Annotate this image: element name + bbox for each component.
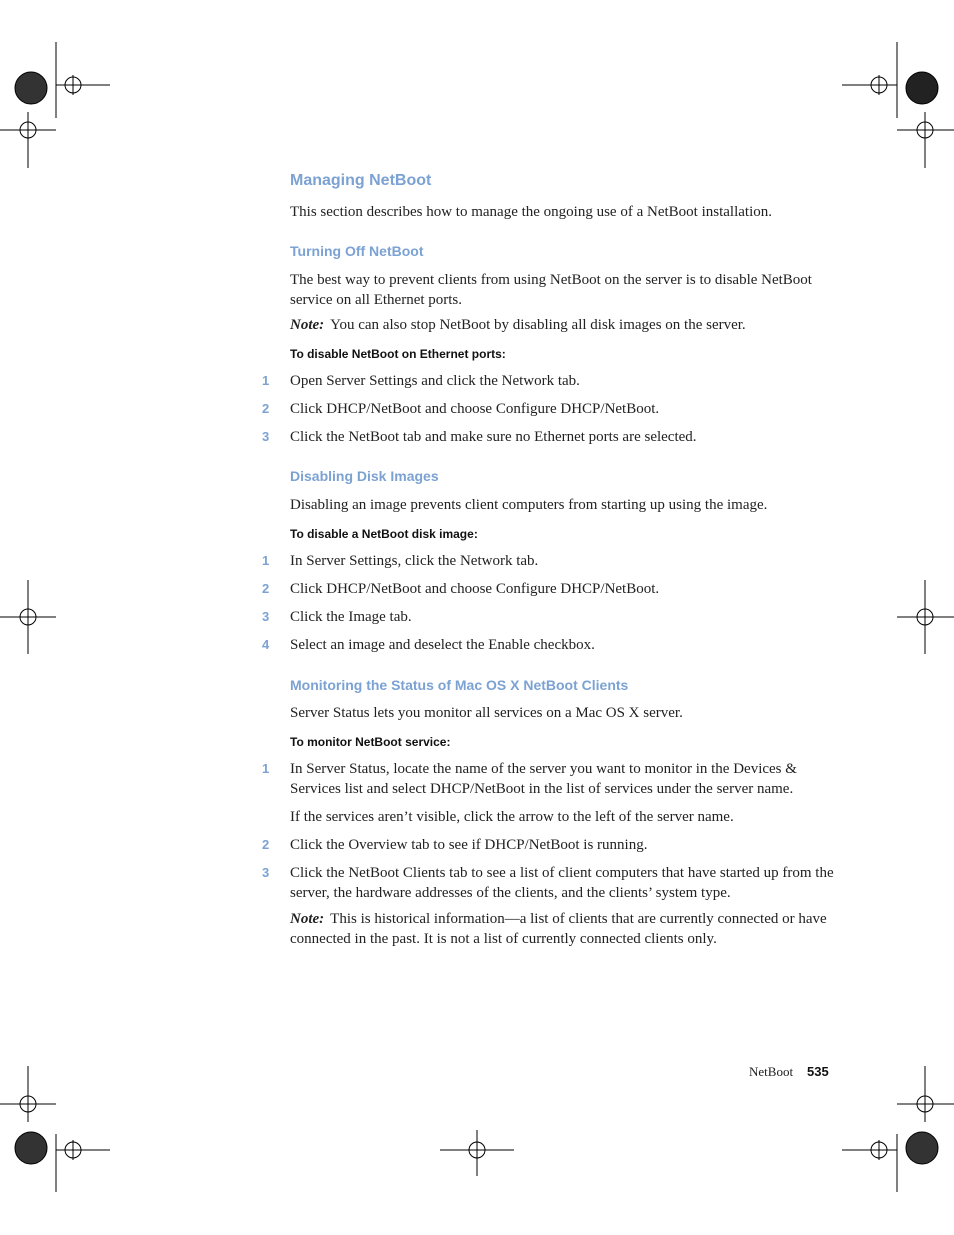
note-text: This is historical information—a list of clients that are currently connected or have connected in the past. It is not a list of currently connected clients only. — [290, 911, 827, 947]
turning-off-note — [290, 315, 835, 335]
step-text: Click DHCP/NetBoot and choose Configure DHCP/NetBoot. — [290, 401, 660, 417]
disabling-images-title: Disabling Disk Images — [290, 468, 439, 484]
step-followup: If the services aren’t visible, click the arrow to the left of the server name. — [290, 809, 734, 825]
step-number: 1 — [262, 761, 270, 776]
monitoring-note — [290, 909, 835, 949]
turning-off-title: Turning Off NetBoot — [290, 243, 424, 259]
step-text: Select an image and deselect the Enable checkbox. — [290, 637, 595, 653]
step-text: Open Server Settings and click the Network tab. — [290, 373, 580, 389]
step-text: In Server Status, locate the name of the server you want to monitor in the Devices & Services list and select DHCP/NetBoot in the list of services under the server name. — [290, 761, 797, 797]
step-number: 3 — [262, 429, 270, 444]
step-number: 1 — [262, 553, 270, 568]
monitoring-title: Monitoring the Status of Mac OS X NetBoot Clients — [290, 677, 629, 693]
step-number: 3 — [262, 609, 270, 624]
section-title: Managing NetBoot — [290, 172, 432, 189]
procedure-title: To disable a NetBoot disk image: — [290, 527, 478, 541]
note-label: Note: — [290, 911, 325, 927]
page-number: 535 — [807, 1064, 829, 1079]
procedure-title: To disable NetBoot on Ethernet ports: — [290, 347, 506, 361]
step-text: Click DHCP/NetBoot and choose Configure DHCP/NetBoot. — [290, 581, 660, 597]
footer-section-name: NetBoot — [749, 1064, 794, 1079]
note-text: You can also stop NetBoot by disabling all disk images on the server. — [330, 317, 746, 333]
step-number: 1 — [262, 373, 270, 388]
step-text: Click the NetBoot Clients tab to see a list of client computers that have started up from the server, the hardware addresses of the clients, and the clients’ system type. — [290, 865, 834, 901]
step-number: 2 — [262, 581, 270, 596]
turning-off-body: The best way to prevent clients from using NetBoot on the server is to disable NetBoot service on all Ethernet ports. — [290, 272, 812, 308]
disabling-images-body: Disabling an image prevents client computers from starting up using the image. — [290, 497, 768, 513]
step-number: 3 — [262, 865, 270, 880]
step-text: In Server Settings, click the Network tab. — [290, 553, 539, 569]
step-number: 2 — [262, 401, 270, 416]
step-number: 2 — [262, 837, 270, 852]
step-text: Click the NetBoot tab and make sure no Ethernet ports are selected. — [290, 429, 697, 445]
procedure-title: To monitor NetBoot service: — [290, 735, 451, 749]
step-text: Click the Image tab. — [290, 609, 412, 625]
step-text: Click the Overview tab to see if DHCP/NetBoot is running. — [290, 837, 648, 853]
monitoring-body: Server Status lets you monitor all services on a Mac OS X server. — [290, 705, 683, 721]
section-intro: This section describes how to manage the ongoing use of a NetBoot installation. — [290, 204, 772, 220]
step-number: 4 — [262, 637, 270, 652]
note-label: Note: — [290, 317, 325, 333]
